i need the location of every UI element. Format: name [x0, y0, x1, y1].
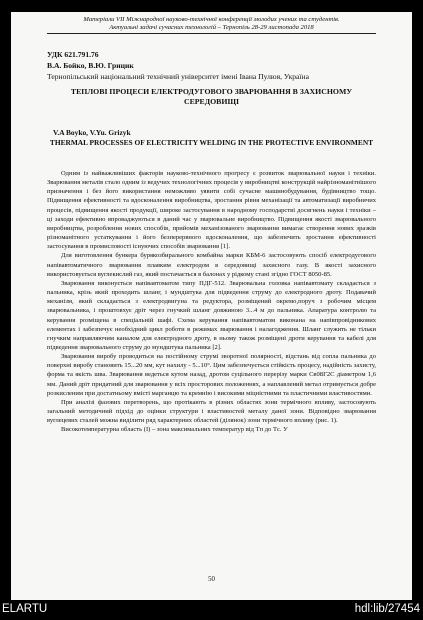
english-authors: V.A Boyko, V.Yu. Grizyk	[53, 128, 131, 137]
english-title: THERMAL PROCESSES OF ELECTRICITY WELDING IN THE PROTECTIVE ENVIRONMENT	[49, 138, 374, 147]
body-text	[47, 169, 376, 435]
conference-header-line2: Актуальні задачі сучасних технологій – Тернопіль 28-29 листопада 2018	[109, 24, 314, 31]
paragraph: Для виготовлення бункера бурякозбирального комбайна марки КБМ-6 застосовують спосіб електродугового напівавтоматичного зварювання плавким електродом в середовищі захисного газу. В якості захисного використовується вуглекислий газ, який постачається в балонах у рідкому стані згідно ГОСТ 8050-85.	[47, 252, 376, 278]
paragraph: При аналізі фазових перетворень, що протікають в різних областях зони термічного впливу, застосовують загальний методичний підхід до оцінки структури і властивостей металу даної зони. Відповідно зварювання вуглецевих сталей можна виділити ряд характерних областей (ділянок) зони термічного впливу (рис. 1).	[47, 398, 376, 425]
paper-title: ТЕПЛОВІ ПРОЦЕСИ ЕЛЕКТРОДУГОВОГО ЗВАРЮВАННЯ В ЗАХИСНОМУ СЕРЕДОВИЩІ	[70, 87, 353, 106]
authors: В.А. Бойко, В.Ю. Грицик	[47, 61, 134, 70]
page-number: 50	[208, 576, 215, 583]
paragraph: Зварювання виробу проводиться на постійному струмі зворотної полярності, відстань від сопла пальника до поверхні виробу становить 15...20 мм, кут нахилу - 5...10°. Цим забезпечується стійкість процесу, надійність захисту, форма та якість шва. Зварювання ведеться кутом назад, дротом суцільного перерізу марки Св08Г2С діаметром 1,6 мм. Даний дріт придатний для зварювання у всіх просторових положеннях, а наплавлений метал отримується добре розкисленим при достатньому вмісті марганцю та кремнію і високими міцністними та пластичними властивостями.	[47, 353, 376, 397]
document-page	[11, 12, 412, 600]
paragraph: Зварювання виконується напівавтоматом типу ПДГ-512. Зварювальна головка напівавтомату складається з пальника, крізь який проходить шланг, і мундштука для підведення струму до електродного дроту. Подавачий механізм, який складається з електродвигуна та редуктора, розміщений окремо,поруч з робочим місцем зварювальника, і проштовхує дріт через гнучкий шланг довжиною 3...4 м до пальника. Апаратура контролю та керування розміщена в спеціальній шафі. Схема керування напівавтоматом виконана на напівпровідникових елементах і забезпечує необхідний цикл роботи в режимах зварювання і налагодження. Шланг служить не тільки гнучким направляючим каналом для електродного дроту, в ньому також розміщені дроти керування та кабелі для підведення зварювального струму до мундштука пальника [2].	[47, 279, 376, 351]
udc-code: УДК 621.791.76	[47, 50, 99, 59]
handle-label: hdl:lib/27454	[354, 603, 420, 615]
paragraph: Високотемпературна область (I) – зона максимальних температур від Tп до Tс. У	[61, 426, 288, 434]
institution: Тернопільський національний технічний університет імені Івана Пулюя, Україна	[47, 72, 309, 81]
repository-label: ELARTU	[2, 603, 48, 615]
header-divider	[47, 33, 376, 34]
paragraph: Одним із найважливіших факторів науково-технічного прогресу є розвиток зварювальної науки і техніки. Зварювання металів стало одним із ведучих технологічних процесів у виробництві конструкцій найрізноманітнішого призначення і без його використання неможливо уявити собі сучасне машинобудування, будівництво тощо. Підвищення ефективності та вдосконалення виробництва, зростання рівня механізації та автоматизації виробничих процесів, підвищення якості продукції, широке застосування в народному господарстві досягнень науки і техніки – ці заходи ефективно впроваджуються в даний час у зварювальне виробництво. Підвищення якості зварювального виробництва, розроблення нових способів, прийомів механізованого зварювання вимагає створення нових зразків різноманітного устаткування і його безперервного вдосконалення, що забезпечить зростання ефективності застосування в промисловості існуючих способів зварювання [1].	[47, 170, 376, 251]
conference-header-line1: Матеріали VII Міжнародної науково-технічної конференції молодих учених та студентів.	[83, 16, 340, 23]
